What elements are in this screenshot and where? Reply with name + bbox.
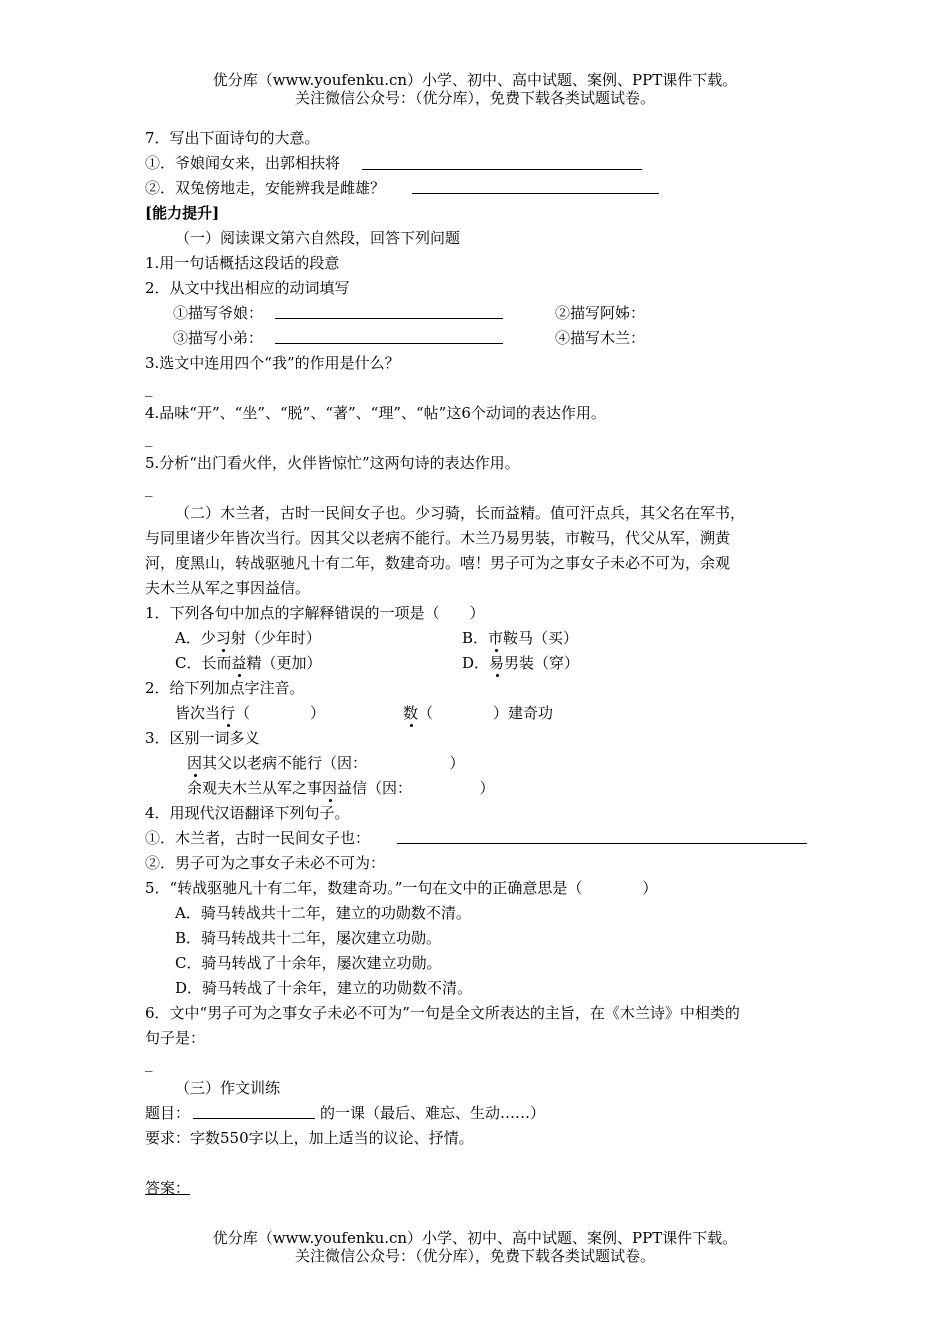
part2-q3b: 余观夫木兰从军之事因益信（因： ） — [187, 779, 495, 797]
part2-q1-option-a: A．少习射（少年时） — [175, 629, 321, 647]
part2-passage-line4: 夫木兰从军之事因益信。 — [145, 579, 311, 597]
part2-q5-option-d: D．骑马转战了十余年，建立的功勋数不清。 — [175, 979, 473, 997]
part2-q2: 2．给下列加点字注音。 — [145, 679, 305, 697]
part2-passage-line2: 与同里诸少年皆次当行。因其父以老病不能行。木兰乃易男装，市鞍马，代父从军，溯黄 — [145, 529, 731, 547]
part1-q2a: ①描写爷娘： — [173, 304, 264, 322]
part2-q1-option-c: C．长而益精（更加） — [175, 654, 322, 672]
footer-line-2: 关注微信公众号：（优分库），免费下载各类试题试卷。 — [294, 1247, 655, 1265]
q7-item1-blank — [362, 169, 642, 170]
part3-requirement: 要求：字数550字以上，加上适当的议论、抒情。 — [145, 1129, 474, 1147]
answer-label: 答案： — [145, 1179, 191, 1197]
part1-q2d: ④描写木兰： — [555, 329, 646, 347]
part1-q4: 4.品味“开”、“坐”、“脱”、“著”、“理”、“帖”这6个动词的表达作用。 — [145, 404, 606, 422]
part3-intro: （三）作文训练 — [175, 1079, 281, 1097]
q7-item1: ①．爷娘闻女来，出郭相扶将 — [145, 154, 341, 172]
part1-q2a-blank — [275, 318, 503, 319]
ability-heading: [能力提升] — [145, 204, 220, 222]
part2-q4a-blank — [397, 843, 807, 844]
q7-item2-blank — [412, 193, 659, 194]
part1-q3-blank: _ — [145, 379, 153, 397]
part2-q6-line1: 6．文中“男子可为之事女子未必不可为”一句是全文所表达的主旨，在《木兰诗》中相类的 — [145, 1004, 740, 1022]
part2-q5-option-b: B．骑马转战共十二年，屡次建立功勋。 — [175, 929, 442, 947]
part2-q3: 3．区别一词多义 — [145, 729, 260, 747]
part1-q5-blank: _ — [145, 479, 153, 497]
q7-title: 7．写出下面诗句的大意。 — [145, 129, 320, 147]
part2-q1: 1．下列各句中加点的字解释错误的一项是（ ） — [145, 604, 485, 622]
part1-q5: 5.分析“出门看火伴，火伴皆惊忙”这两句诗的表达作用。 — [145, 454, 520, 472]
part1-q4-blank: _ — [145, 429, 153, 447]
part2-q6-blank: _ — [145, 1054, 153, 1072]
part2-passage-line3: 河，度黑山，转战驱驰凡十有二年，数建奇功。嘻！男子可为之事女子未必不可为，余观 — [145, 554, 731, 572]
part2-q4: 4．用现代汉语翻译下列句子。 — [145, 804, 350, 822]
part2-passage-line1: （二）木兰者，古时一民间女子也。少习骑，长而益精。值可汗点兵，其父名在军书， — [175, 504, 746, 522]
part1-q2: 2．从文中找出相应的动词填写 — [145, 279, 350, 297]
part2-q5-option-a: A．骑马转战共十二年，建立的功勋数不清。 — [175, 904, 471, 922]
part3-topic-blank — [193, 1118, 315, 1119]
part2-q5: 5．“转战驱驰凡十有二年，数建奇功。”一句在文中的正确意思是（ ） — [145, 879, 658, 897]
part2-q5-option-c: C．骑马转战了十余年，屡次建立功勋。 — [175, 954, 442, 972]
header-line-1: 优分库（www.youfenku.cn）小学、初中、高中试题、案例、PPT课件下载。 — [212, 71, 738, 89]
part1-q2c-blank — [275, 343, 503, 344]
footer-line-1: 优分库（www.youfenku.cn）小学、初中、高中试题、案例、PPT课件下载。 — [212, 1229, 738, 1247]
part2-q1-option-d: D．易男装（穿） — [462, 654, 580, 672]
part2-q4a: ①．木兰者，古时一民间女子也： — [145, 829, 371, 847]
part2-q3a: 因其父以老病不能行（因： ） — [187, 754, 465, 772]
part3-topic-suffix: 的一课（最后、难忘、生动……） — [320, 1104, 546, 1122]
part2-q2a: 皆次当行（ ） — [175, 704, 326, 722]
header-line-2: 关注微信公众号：（优分库），免费下载各类试题试卷。 — [294, 89, 655, 107]
part2-q2b: 数（ ）建奇功 — [403, 704, 554, 722]
part3-topic-prefix: 题目： — [145, 1104, 191, 1122]
part1-q2c: ③描写小弟： — [173, 329, 264, 347]
part1-q1: 1.用一句话概括这段话的段意 — [145, 254, 340, 272]
q7-item2: ②．双兔傍地走，安能辨我是雌雄？ — [145, 179, 386, 197]
part1-q3: 3.选文中连用四个“我”的作用是什么？ — [145, 354, 400, 372]
part2-q6-line2: 句子是： — [145, 1029, 206, 1047]
part1-q2b: ②描写阿姊： — [555, 304, 646, 322]
part2-q1-option-b: B．市鞍马（买） — [462, 629, 579, 647]
part1-intro: （一）阅读课文第六自然段，回答下列问题 — [175, 229, 461, 247]
part2-q4b: ②．男子可为之事女子未必不可为： — [145, 854, 386, 872]
